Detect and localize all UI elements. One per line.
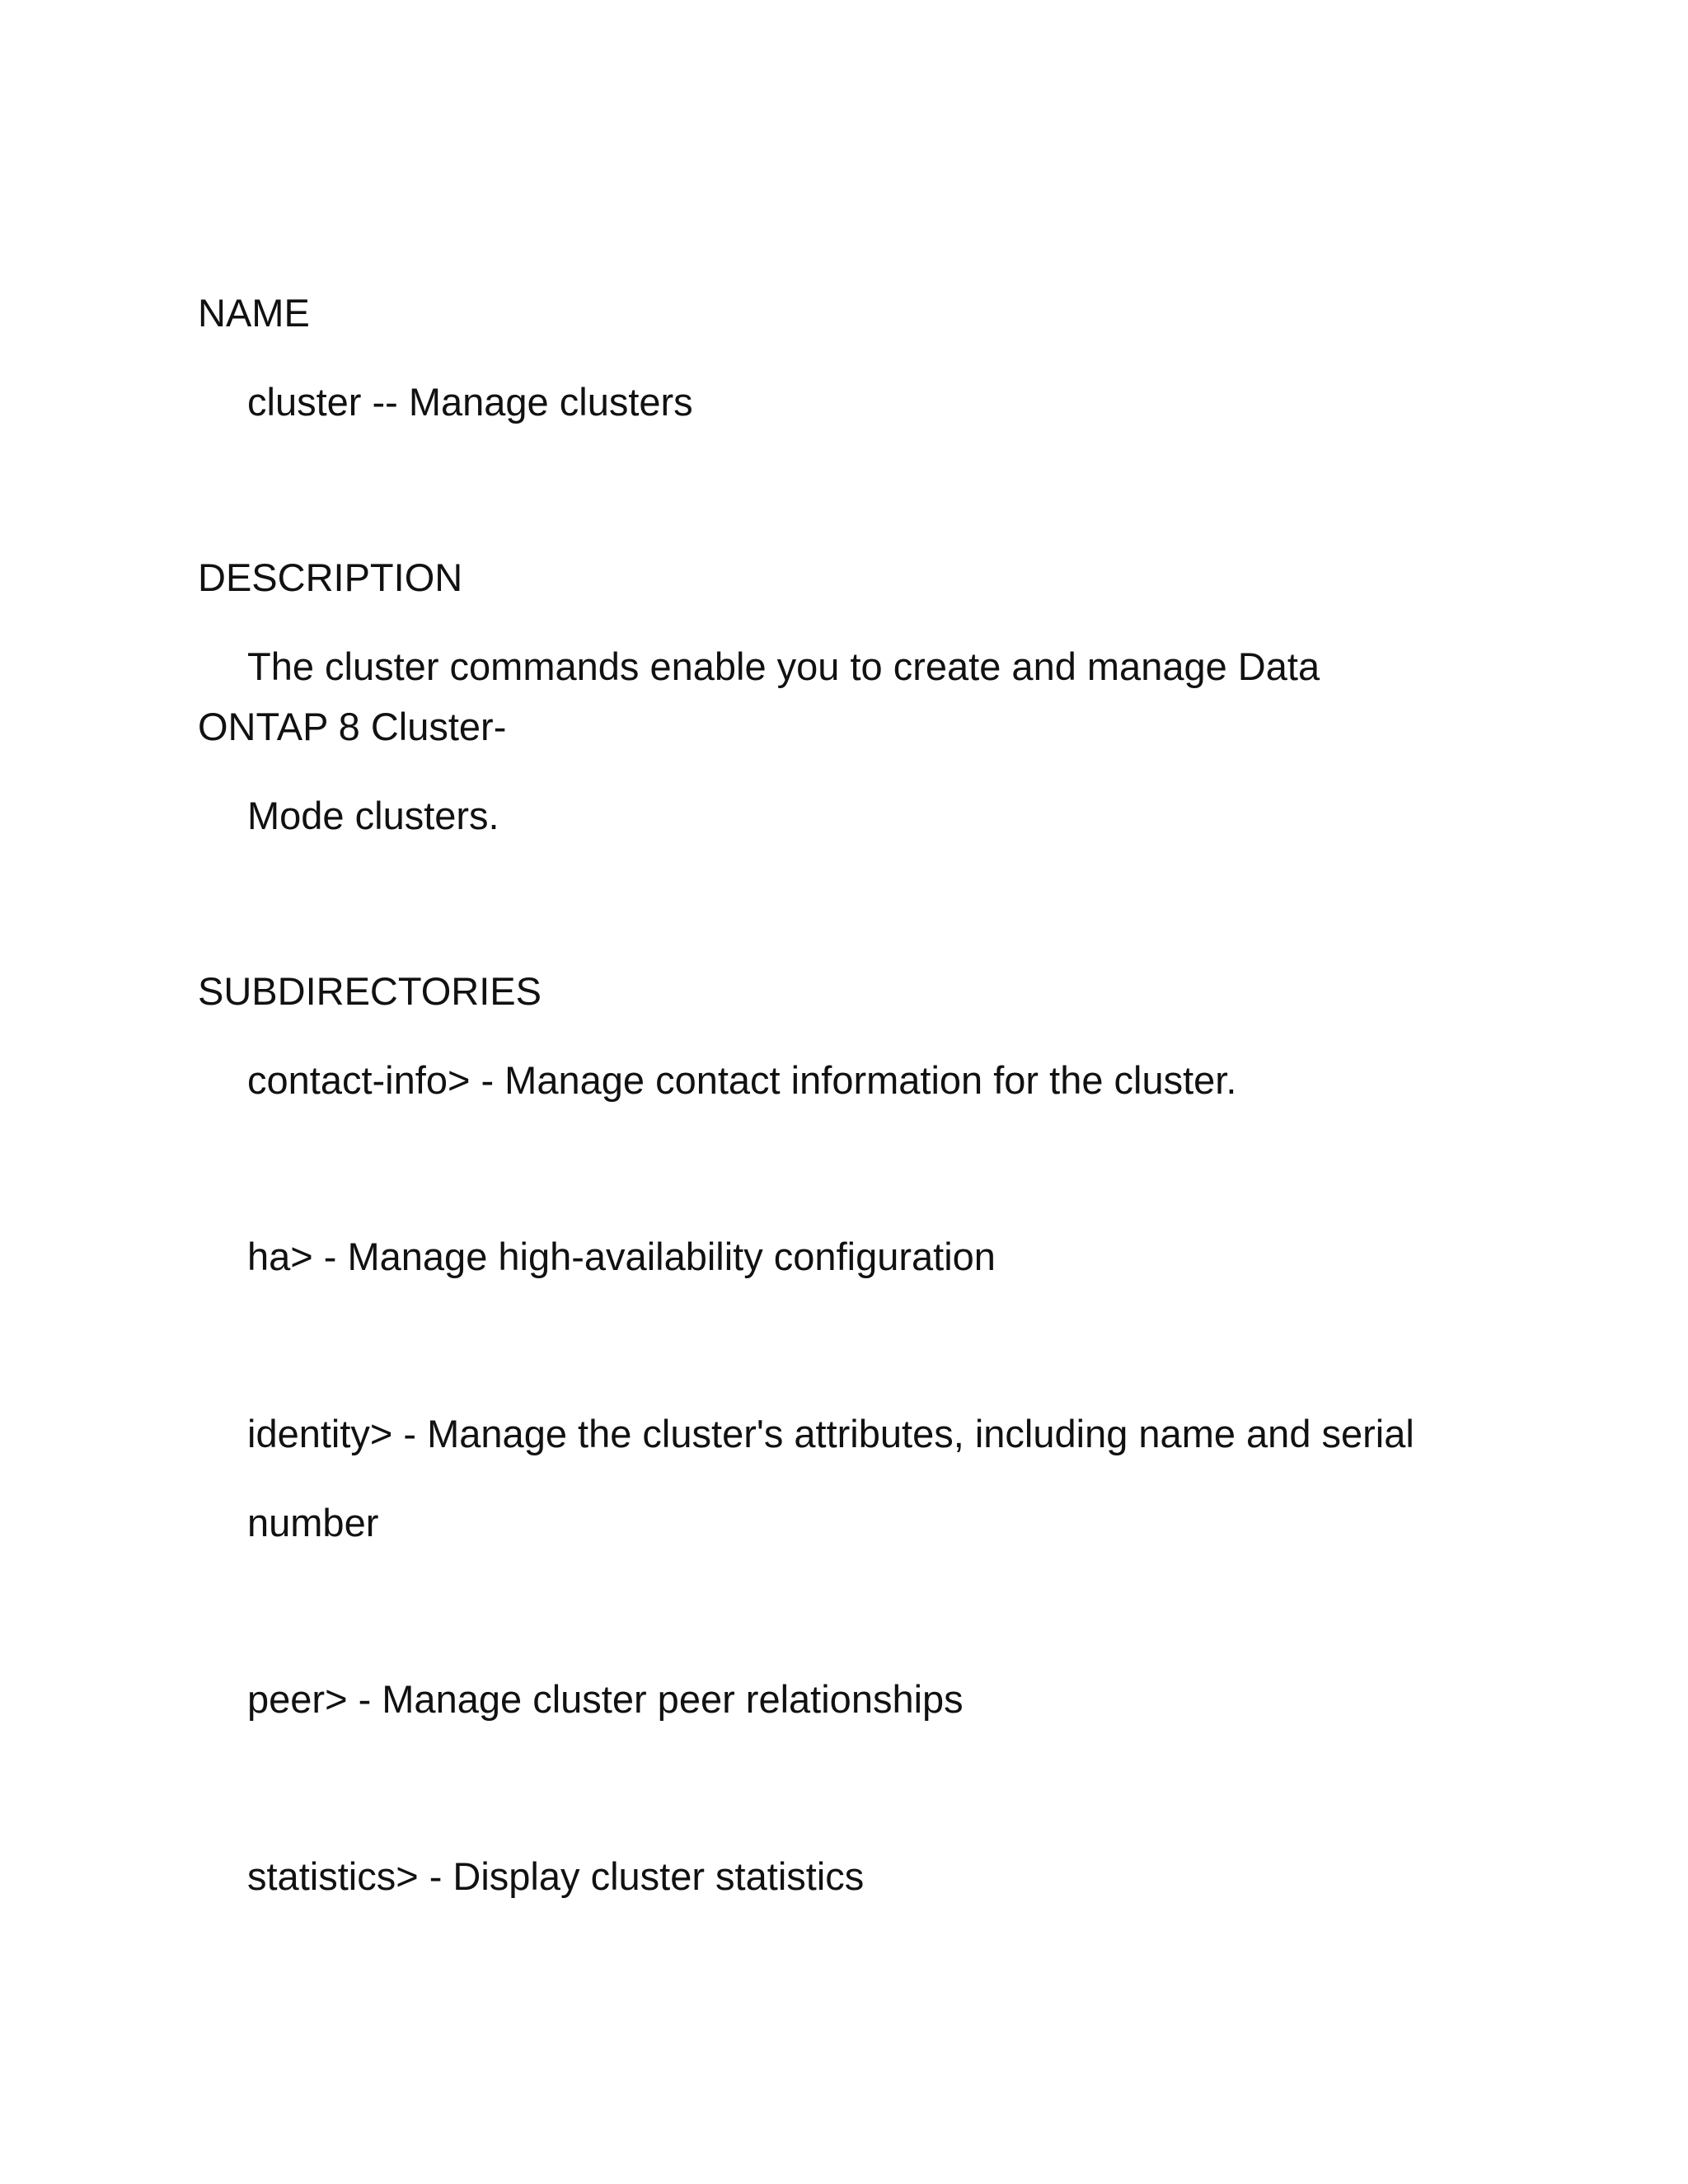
description-line-2: ONTAP 8 Cluster- — [198, 705, 507, 748]
name-text: cluster -- Manage clusters — [247, 380, 693, 424]
subdirectory-item-statistics: statistics> - Display cluster statistics — [247, 1854, 865, 1898]
subdirectories-heading: SUBDIRECTORIES — [198, 969, 542, 1013]
description-line-1: The cluster commands enable you to create and manage Data — [247, 644, 1320, 688]
subdirectory-item-contact-info: contact-info> - Manage contact information for the cluster. — [247, 1058, 1237, 1102]
name-heading: NAME — [198, 291, 310, 335]
description-line-3: Mode clusters. — [247, 794, 499, 837]
subdirectory-item-identity-continuation: number — [247, 1501, 379, 1544]
description-heading: DESCRIPTION — [198, 555, 463, 599]
subdirectory-item-peer: peer> - Manage cluster peer relationships — [247, 1677, 964, 1721]
subdirectory-item-ha: ha> - Manage high-availability configuration — [247, 1235, 996, 1278]
subdirectory-item-identity: identity> - Manage the cluster's attributes, including name and serial — [247, 1412, 1414, 1455]
